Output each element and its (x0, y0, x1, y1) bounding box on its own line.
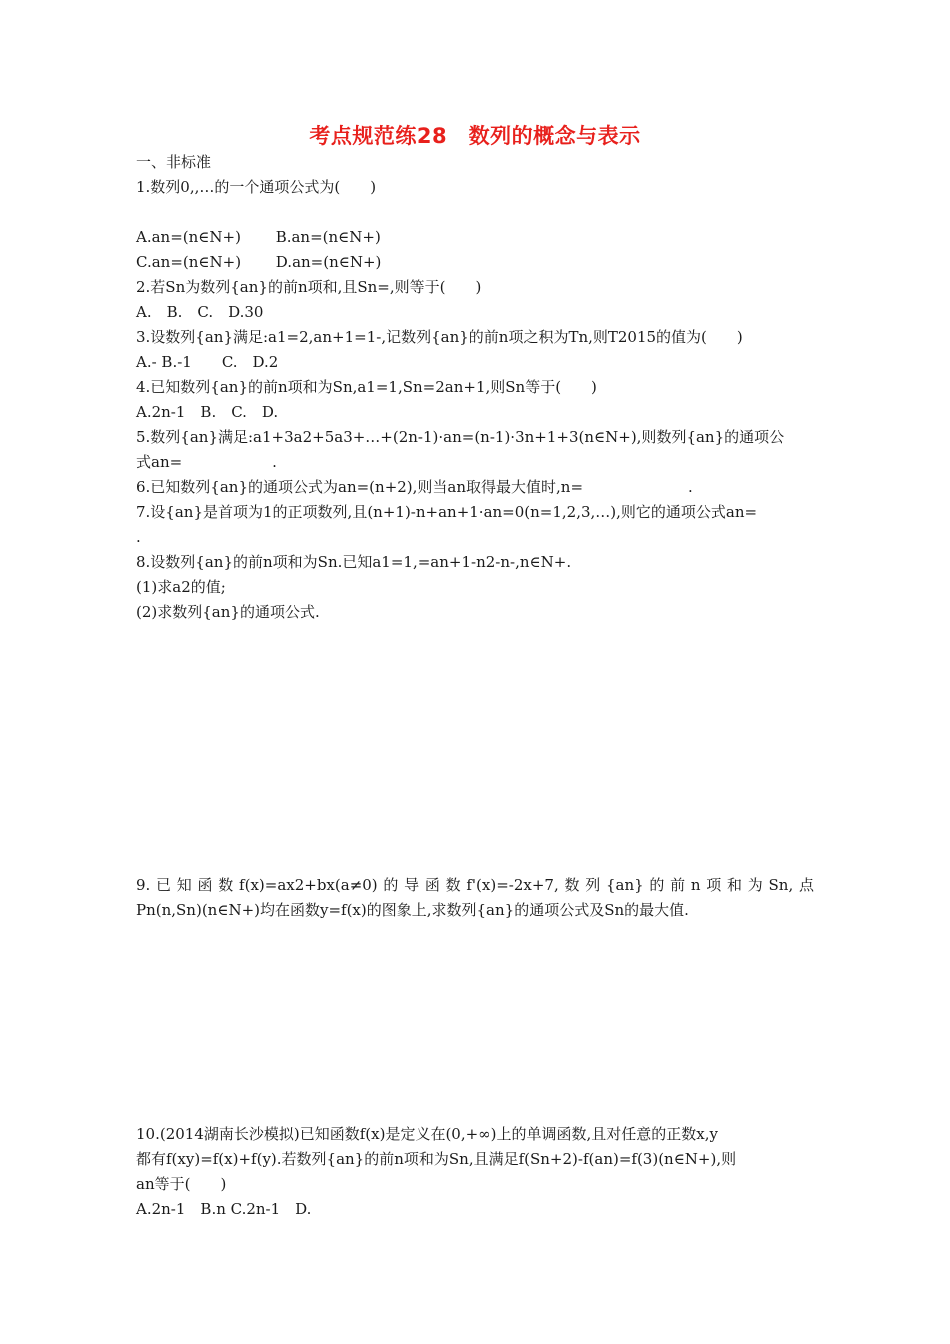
question-10-options: A.2n-1 B.n C.2n-1 D. (136, 1200, 312, 1218)
question-7-end: . (136, 528, 141, 546)
question-3: 3.设数列{an}满足:a1=2,an+1=1-,记数列{an}的前n项之积为Tn,则T2015的值为( ) (136, 328, 743, 346)
question-8-part-2: (2)求数列{an}的通项公式. (136, 603, 320, 621)
page-title: 考点规范练28 数列的概念与表示 (309, 124, 641, 148)
question-10-line-1: 10.(2014湖南长沙模拟)已知函数f(x)是定义在(0,+∞)上的单调函数,且对任意的正数x,y (136, 1125, 718, 1143)
question-1: 1.数列0,,…的一个通项公式为( ) (136, 178, 377, 196)
question-5-line-1: 5.数列{an}满足:a1+3a2+5a3+…+(2n-1)·an=(n-1)·3n+1+3(n∈N+),则数列{an}的通项公 (136, 428, 785, 446)
question-3-options: A.- B.-1 C. D.2 (136, 353, 279, 371)
question-4-options: A.2n-1 B. C. D. (136, 403, 279, 421)
question-7: 7.设{an}是首项为1的正项数列,且(n+1)-n+an+1·an=0(n=1,2,3,…),则它的通项公式an= (136, 503, 758, 521)
section-heading: 一、非标准 (136, 153, 212, 171)
question-2-options: A. B. C. D.30 (136, 303, 264, 321)
question-1-options-ab: A.an=(n∈N+) B.an=(n∈N+) (136, 228, 381, 246)
question-1-options-cd: C.an=(n∈N+) D.an=(n∈N+) (136, 253, 382, 271)
question-8: 8.设数列{an}的前n项和为Sn.已知a1=1,=an+1-n2-n-,n∈N+. (136, 553, 572, 571)
question-10-line-2: 都有f(xy)=f(x)+f(y).若数列{an}的前n项和为Sn,且满足f(Sn+2)-f(an)=f(3)(n∈N+),则 (136, 1150, 737, 1168)
question-4: 4.已知数列{an}的前n项和为Sn,a1=1,Sn=2an+1,则Sn等于( ) (136, 378, 597, 396)
question-8-part-1: (1)求a2的值; (136, 578, 226, 596)
question-10-line-3: an等于( ) (136, 1175, 227, 1193)
question-5-line-2: 式an= . (136, 453, 277, 471)
question-9-line-1: 9.已知函数f(x)=ax2+bx(a≠0)的导函数f'(x)=-2x+7,数列{an}的前n项和为Sn,点 (136, 876, 814, 894)
question-9-line-2: Pn(n,Sn)(n∈N+)均在函数y=f(x)的图象上,求数列{an}的通项公式及Sn的最大值. (136, 901, 689, 919)
question-2: 2.若Sn为数列{an}的前n项和,且Sn=,则等于( ) (136, 278, 482, 296)
question-6: 6.已知数列{an}的通项公式为an=(n+2),则当an取得最大值时,n= . (136, 478, 693, 496)
